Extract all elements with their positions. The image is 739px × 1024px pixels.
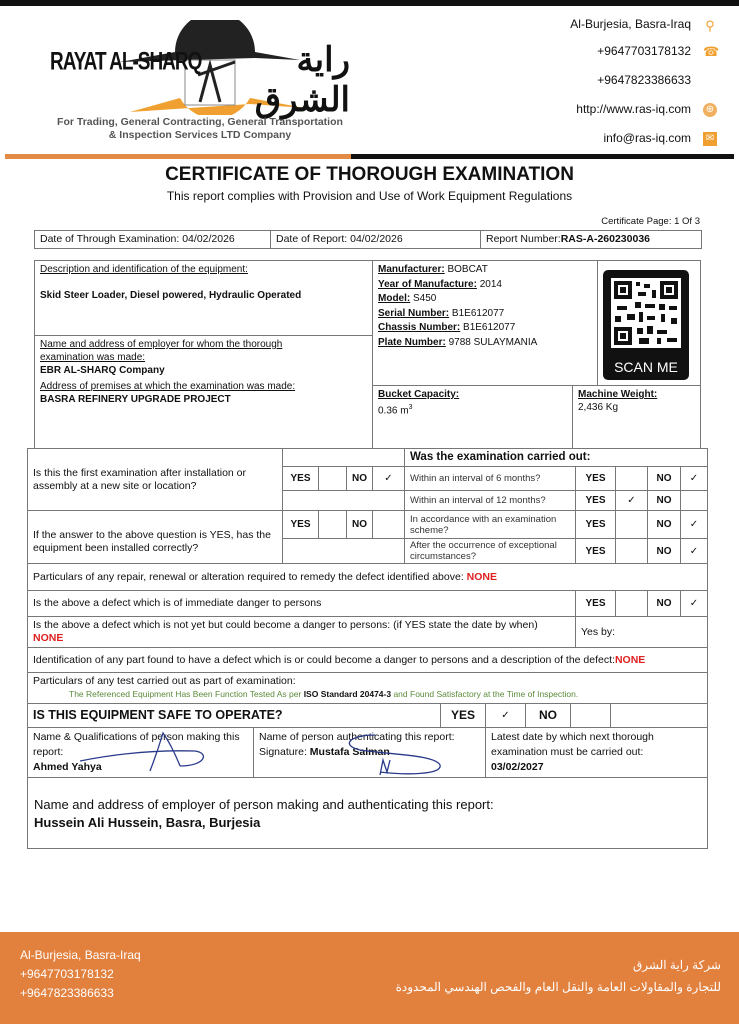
immediate-no-checkbox[interactable]: ✓ xyxy=(680,590,708,617)
interval-label: Within an interval of 12 months? xyxy=(404,490,576,511)
page-title: CERTIFICATE OF THOROUGH EXAMINATION xyxy=(165,164,574,185)
identification-label: Identification of any part found to have a defect which is or could become a danger to persons and a description of the defect: xyxy=(33,653,615,666)
test-pre: The Referenced Equipment Has Been Function Tested As per xyxy=(69,689,304,699)
employer-label: Name and address of employer for whom the thorough examination was made: xyxy=(40,339,283,363)
repair-particulars xyxy=(27,563,708,591)
carried-out-header: Was the examination carried out: xyxy=(404,448,708,467)
identification-none: NONE xyxy=(614,653,646,666)
interval-no-checkbox[interactable] xyxy=(680,490,708,511)
employer-of-person xyxy=(27,777,708,849)
model-label: Model: xyxy=(378,293,411,304)
contact-phone-1: +9647703178132 xyxy=(597,44,691,58)
q2-no-checkbox[interactable] xyxy=(372,510,405,539)
q1-yes-label: YES xyxy=(282,466,319,491)
premises-value: BASRA REFINERY UPGRADE PROJECT xyxy=(40,394,231,405)
qr-caption: SCAN ME xyxy=(614,359,678,375)
interval-no-label: NO xyxy=(647,538,681,564)
safe-no-label: NO xyxy=(525,703,571,728)
company-logo xyxy=(50,20,350,119)
plate-value: 9788 SULAYMANIA xyxy=(445,336,538,348)
bucket-label: Bucket Capacity: xyxy=(378,389,460,400)
year-label: Year of Manufacture: xyxy=(378,278,477,290)
auth-label: Name of person authenticating this report: xyxy=(259,731,455,743)
chassis-label: Chassis Number: xyxy=(378,322,461,333)
serial-value: B1E612077 xyxy=(449,307,505,319)
model-value: S450 xyxy=(410,293,437,304)
footer-arabic-tagline: للتجارة والمقاولات العامة والنقل العام والفحص الهندسي المحدودة xyxy=(395,980,721,994)
yes-by[interactable]: Yes by: xyxy=(575,616,708,648)
interval-yes-checkbox[interactable] xyxy=(615,538,648,564)
tagline-line2: & Inspection Services LTD Company xyxy=(108,129,292,141)
interval-yes-label: YES xyxy=(575,466,616,491)
blank-cell xyxy=(282,538,405,564)
qr-code-icon xyxy=(611,278,681,348)
equipment-specs xyxy=(372,260,598,386)
telephone-icon: ☎ xyxy=(703,44,720,59)
envelope-icon: ✉ xyxy=(703,132,717,146)
bucket-capacity xyxy=(372,385,573,449)
test-label: Particulars of any test carried out as part of examination: xyxy=(33,675,296,687)
plate-label: Plate Number: xyxy=(378,336,446,348)
interval-yes-label: YES xyxy=(575,510,616,539)
question-installed-correctly: If the answer to the above question is YES, has the equipment been installed correctly? xyxy=(27,510,283,564)
certificate-page: Certificate Page: 1 Of 3 xyxy=(601,216,700,227)
defect-identification xyxy=(27,647,708,673)
employer-block xyxy=(34,335,373,449)
q1-yes-checkbox[interactable] xyxy=(318,466,347,491)
globe-icon: ⊕ xyxy=(703,103,717,117)
employer-of-person-label: Name and address of employer of person making and authenticating this report: xyxy=(34,797,494,812)
employer-value: EBR AL-SHARQ Company xyxy=(40,365,165,376)
future-danger-question xyxy=(27,616,576,648)
interval-yes-checkbox[interactable] xyxy=(615,466,648,491)
report-number-value: RAS-A-260230036 xyxy=(560,233,651,245)
q1-no-checkbox[interactable]: ✓ xyxy=(372,466,405,491)
safe-yes-checkbox[interactable]: ✓ xyxy=(485,703,526,728)
manufacturer-value: BOBCAT xyxy=(444,264,488,275)
authenticator-signature-icon xyxy=(335,730,445,778)
safe-to-operate-question: IS THIS EQUIPMENT SAFE TO OPERATE? xyxy=(27,703,441,728)
interval-yes-label: YES xyxy=(575,490,616,511)
interval-yes-label: YES xyxy=(575,538,616,564)
interval-no-label: NO xyxy=(647,510,681,539)
blank-cell xyxy=(282,448,405,467)
footer-address: Al-Burjesia, Basra-Iraq xyxy=(20,948,141,962)
repair-none: NONE xyxy=(466,570,498,583)
chassis-value: B1E612077 xyxy=(460,322,516,333)
divider-orange xyxy=(5,154,351,159)
q2-no-label: NO xyxy=(346,510,373,539)
report-number xyxy=(480,230,702,249)
blank-cell xyxy=(610,703,708,728)
interval-yes-checkbox[interactable] xyxy=(615,510,648,539)
maker-name: Ahmed Yahya xyxy=(33,761,102,773)
immediate-no-label: NO xyxy=(647,590,681,617)
report-number-label: Report Number: xyxy=(486,233,561,245)
next-examination xyxy=(485,727,708,778)
footer-arabic-name: شركة راية الشرق xyxy=(632,958,721,972)
interval-label: In accordance with an examination scheme? xyxy=(404,510,576,539)
location-pin-icon: ⚲ xyxy=(705,18,715,33)
interval-no-checkbox[interactable]: ✓ xyxy=(680,466,708,491)
q2-yes-label: YES xyxy=(282,510,319,539)
maker-signature-icon xyxy=(80,728,210,776)
interval-no-checkbox[interactable]: ✓ xyxy=(680,510,708,539)
future-danger-label: Is the above a defect which is not yet but could become a danger to persons: (if YES state the date by when) xyxy=(33,619,538,631)
q1-no-label: NO xyxy=(346,466,373,491)
year-value: 2014 xyxy=(476,278,502,290)
auth-name: Mustafa Salman xyxy=(309,746,390,758)
bucket-value: 0.36 m xyxy=(378,405,409,417)
question-first-exam: Is this the first examination after installation or assembly at a new site or location? xyxy=(27,448,283,511)
machine-weight xyxy=(572,385,701,449)
future-danger-none: NONE xyxy=(33,632,64,644)
weight-label: Machine Weight: xyxy=(578,389,658,400)
tagline-line1: For Trading, General Contracting, General Transportation xyxy=(57,116,343,128)
test-standard: ISO Standard 20474-3 xyxy=(303,689,392,699)
contact-address: Al-Burjesia, Basra-Iraq xyxy=(570,17,691,31)
interval-no-label: NO xyxy=(647,490,681,511)
bucket-unit-sup: 3 xyxy=(408,404,413,411)
top-bar xyxy=(0,0,739,6)
repair-label: Particulars of any repair, renewal or alteration required to remedy the defect identified above: xyxy=(33,570,464,583)
next-date: 03/02/2027 xyxy=(491,761,544,773)
interval-no-checkbox[interactable]: ✓ xyxy=(680,538,708,564)
test-particulars xyxy=(27,672,708,704)
interval-no-label: NO xyxy=(647,466,681,491)
footer-phone-1: +9647703178132 xyxy=(20,967,114,981)
test-post: and Found Satisfactory at the Time of Inspection. xyxy=(391,689,579,699)
qr-code[interactable] xyxy=(603,270,689,380)
interval-yes-checkbox[interactable]: ✓ xyxy=(615,490,648,511)
exam-date: Date of Through Examination: 04/02/2026 xyxy=(34,230,271,249)
divider-black xyxy=(351,154,734,159)
maker-label: Name & Qualifications of person making this report: xyxy=(33,731,240,758)
safe-no-checkbox[interactable] xyxy=(570,703,611,728)
auth-signature-label: Signature: xyxy=(259,746,310,758)
company-name-en: RAYAT AL-SHARQ xyxy=(50,48,202,76)
desc-label: Description and identification of the equipment: xyxy=(40,264,248,275)
desc-value: Skid Steer Loader, Diesel powered, Hydraulic Operated xyxy=(40,290,302,301)
premises-label: Address of premises at which the examination was made: xyxy=(40,381,296,392)
company-name-ar: راية الشرق xyxy=(254,41,350,119)
immediate-yes-label: YES xyxy=(575,590,616,617)
footer xyxy=(0,932,739,1024)
blank-cell xyxy=(282,490,405,511)
interval-label: After the occurrence of exceptional circumstances? xyxy=(404,538,576,564)
immediate-danger-question: Is the above a defect which is of immediate danger to persons xyxy=(27,590,576,617)
q2-yes-checkbox[interactable] xyxy=(318,510,347,539)
interval-label: Within an interval of 6 months? xyxy=(404,466,576,491)
serial-label: Serial Number: xyxy=(378,307,450,319)
report-date: Date of Report: 04/02/2026 xyxy=(270,230,481,249)
next-label: Latest date by which next thorough examination must be carried out: xyxy=(491,731,654,758)
contact-email[interactable]: info@ras-iq.com xyxy=(603,131,691,145)
manufacturer-label: Manufacturer: xyxy=(378,264,445,275)
footer-phone-2: +9647823386633 xyxy=(20,986,114,1000)
page-subtitle: This report complies with Provision and Use of Work Equipment Regulations xyxy=(166,189,573,203)
contact-phone-2: +9647823386633 xyxy=(597,73,691,87)
contact-website[interactable]: http://www.ras-iq.com xyxy=(576,102,691,116)
safe-yes-label: YES xyxy=(440,703,486,728)
immediate-yes-checkbox[interactable] xyxy=(615,590,648,617)
employer-of-person-value: Hussein Ali Hussein, Basra, Burjesia xyxy=(34,815,261,830)
tagline xyxy=(40,116,360,142)
equipment-description xyxy=(34,260,373,336)
weight-value: 2,436 Kg xyxy=(578,402,619,413)
